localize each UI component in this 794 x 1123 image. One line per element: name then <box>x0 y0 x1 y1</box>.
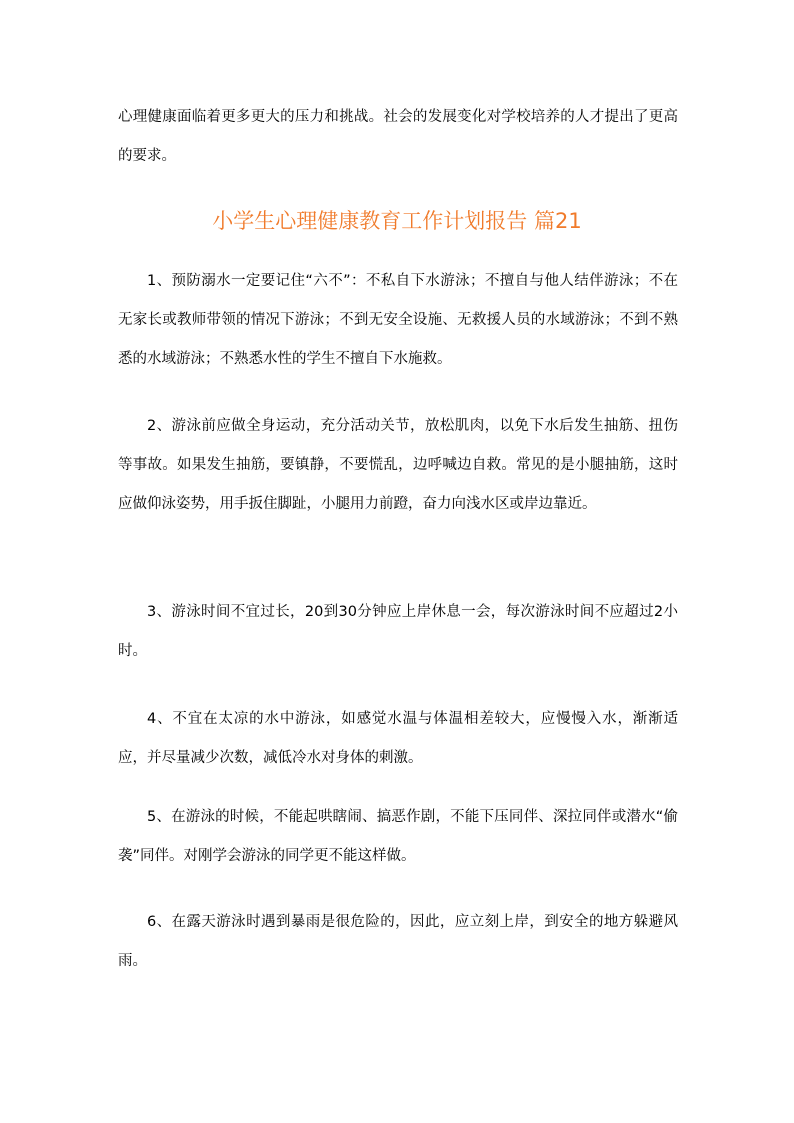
list-item: 5、在游泳的时候，不能起哄瞎闹、搞恶作剧，不能下压同伴、深拉同伴或潜水“偷袭”同伴。对刚学会游泳的同学更不能这样做。 <box>118 809 678 864</box>
list-item: 4、不宜在太凉的水中游泳，如感觉水温与体温相差较大，应慢慢入水，渐渐适应，并尽量减少次数，减低冷水对身体的刺激。 <box>118 711 678 766</box>
intro-paragraph: 心理健康面临着更多更大的压力和挑战。社会的发展变化对学校培养的人才提出了更高的要求。 <box>118 109 678 164</box>
list-item: 6、在露天游泳时遇到暴雨是很危险的，因此，应立刻上岸，到安全的地方躲避风雨。 <box>118 914 678 969</box>
list-item: 2、游泳前应做全身运动，充分活动关节，放松肌肉，以免下水后发生抽筋、扭伤等事故。如果发生抽筋，要镇静，不要慌乱，边呼喊边自救。常见的是小腿抽筋，这时应做仰泳姿势，用手扳住脚趾，小腿用力前蹬，奋力向浅水区或岸边靠近。 <box>118 418 678 512</box>
list-item: 3、游泳时间不宜过长，20到30分钟应上岸休息一会，每次游泳时间不应超过2小时。 <box>118 604 678 659</box>
list-item: 1、预防溺水一定要记住“六不”：不私自下水游泳；不擅自与他人结伴游泳；不在无家长或教师带领的情况下游泳；不到无安全设施、无救援人员的水域游泳；不到不熟悉的水域游泳；不熟悉水性的学生不擅自下水施救。 <box>118 273 678 367</box>
section-title: 小学生心理健康教育工作计划报告 篇21 <box>212 209 582 233</box>
